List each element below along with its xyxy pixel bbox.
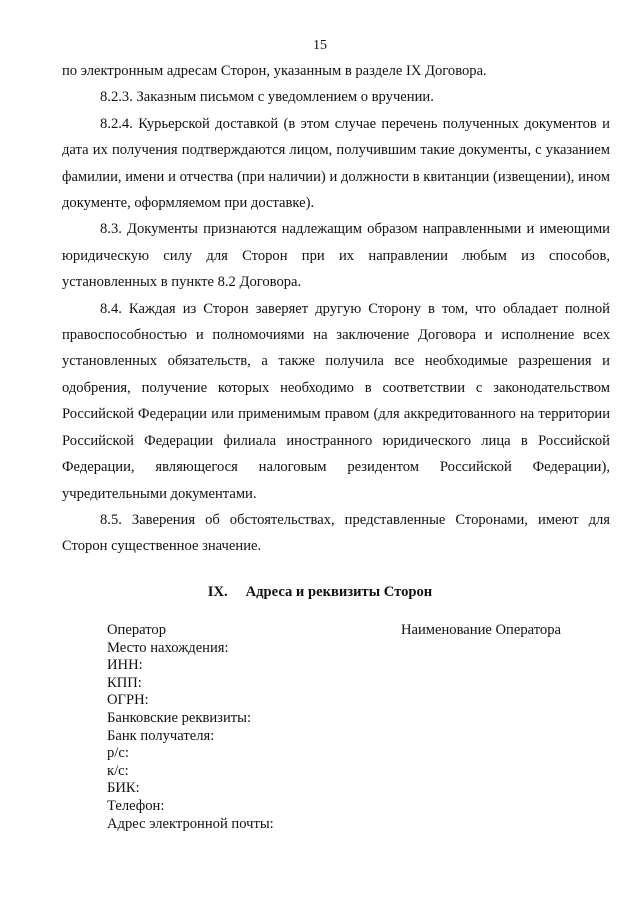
paragraph-8-4: 8.4. Каждая из Сторон заверяет другую Сторону в том, что обладает полной правоспособностью и полномочиями на заключение Договора и исполнение всех установленных обязательств, а также получила все необходимые разрешения и одобрения, получение которых необходимо в соответствии с законодательством Российской Федерации или применимым правом (для аккредитованного на территории Российской Федерации филиала иностранного юридического лица в Российской Федерации, являющегося налоговым резидентом Российской Федерации), учредительными документами. [62, 300, 610, 502]
field-bik: БИК: [107, 780, 140, 797]
operator-details [107, 622, 597, 833]
operator-name: Наименование Оператора [400, 622, 561, 638]
paragraph-continuation: по электронным адресам Сторон, указанным в разделе IX Договора. [62, 63, 487, 79]
field-email: Адрес электронной почты: [107, 815, 274, 832]
field-recipient-bank: Банк получателя: [107, 727, 215, 744]
section-heading [0, 584, 640, 601]
field-correspondent-account: к/с: [107, 762, 129, 779]
operator-label: Оператор [107, 622, 167, 638]
field-settlement-account: р/с: [107, 745, 129, 762]
paragraph-8-3: 8.3. Документы признаются надлежащим образом направленными и имеющими юридическую силу для Сторон при их направлении любым из способов, установленных в пункте 8.2 Договора. [62, 221, 610, 291]
operator-row [107, 622, 597, 640]
document-body [62, 58, 610, 560]
paragraph-8-5: 8.5. Заверения об обстоятельствах, представленные Сторонами, имеют для Сторон существенное значение. [62, 511, 610, 555]
field-inn: ИНН: [107, 657, 143, 674]
field-kpp: КПП: [107, 674, 142, 691]
paragraph-8-2-3: 8.2.3. Заказным письмом с уведомлением о вручении. [100, 89, 434, 106]
field-bank-details: Банковские реквизиты: [107, 709, 251, 726]
section-number: IX. [207, 584, 228, 600]
paragraph-8-2-4: 8.2.4. Курьерской доставкой (в этом случае перечень полученных документов и дата их получения подтверждаются лицом, получившим такие документы, с указанием фамилии, имени и отчества (при наличии) и должности в квитанции (извещении), ином документе, оформляемом при доставке). [62, 115, 610, 212]
field-location: Место нахождения: [107, 639, 229, 656]
page-number: 15 [313, 38, 327, 53]
field-ogrn: ОГРН: [107, 692, 149, 709]
section-title: Адреса и реквизиты Сторон [245, 584, 433, 600]
field-phone: Телефон: [107, 797, 165, 814]
